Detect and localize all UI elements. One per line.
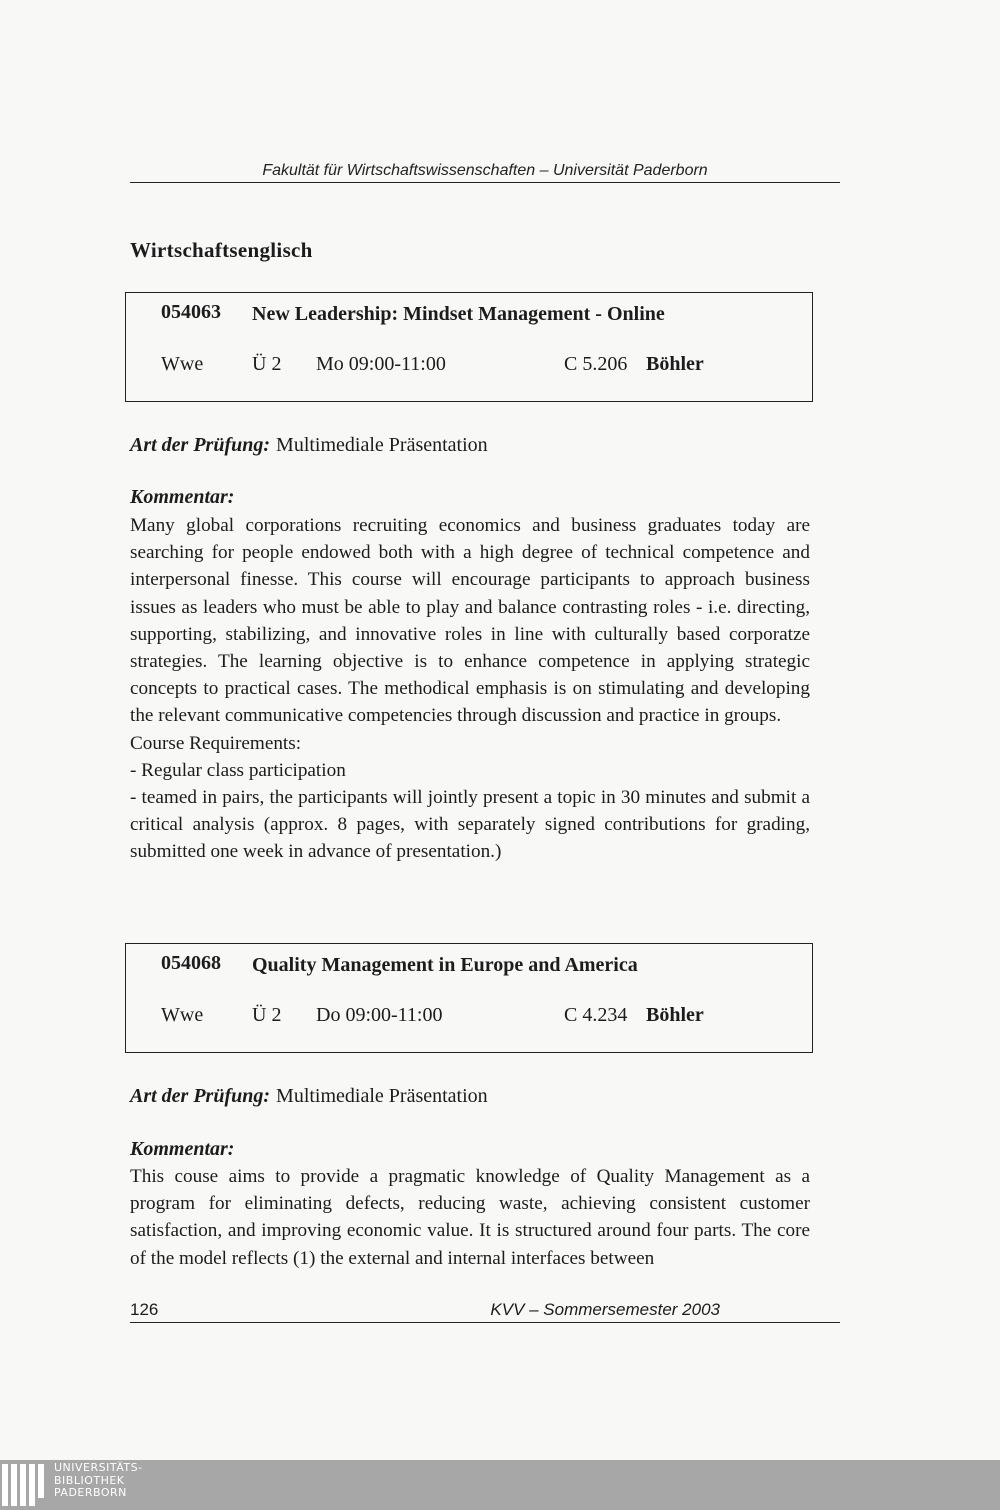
course-time: Mo 09:00-11:00 bbox=[316, 353, 446, 375]
course-lecturer: Böhler bbox=[646, 353, 704, 375]
comment-paragraph: Course Requirements: bbox=[130, 732, 302, 754]
course-type: Ü 2 bbox=[252, 1004, 282, 1026]
course-room: C 5.206 bbox=[564, 353, 628, 375]
course-title: Quality Management in Europe and America bbox=[252, 954, 638, 976]
page-footer bbox=[130, 1300, 840, 1323]
comment-text-2 bbox=[130, 1163, 810, 1272]
library-bar bbox=[0, 1460, 1000, 1510]
logo-line: PADERBORN bbox=[54, 1486, 127, 1499]
comment-label-1: Kommentar: bbox=[130, 486, 235, 508]
comment-paragraph: This couse aims to provide a pragmatic knowledge of Quality Management as a program for eliminating defects, reducing waste, achieving consistent customer satisfaction, and improving economic value. It is structured around four parts. The core of the model reflects (1) the external and internal interfaces between bbox=[130, 1166, 810, 1269]
page-number: 126 bbox=[130, 1300, 159, 1319]
library-logo-text bbox=[54, 1462, 143, 1500]
course-code: Wwe bbox=[161, 353, 204, 375]
course-number: 054068 bbox=[161, 952, 221, 974]
page-header: Fakultät für Wirtschaftswissenschaften – Universität Paderborn bbox=[130, 160, 840, 183]
course-code: Wwe bbox=[161, 1004, 204, 1026]
comment-paragraph: Many global corporations recruiting economics and business graduates today are searching for people endowed both with a high degree of technical competence and interpersonal finesse. This course will encourage participants to approach business issues as leaders who must be able to play and balance contrasting roles - i.e. directing, supporting, stabilizing, and innovative roles in line with culturally based corporatze strategies. The learning objective is to enhance competence in applying strategic concepts to practical cases. The methodical emphasis is on stimulating and developing the relevant communicative competencies through discussion and practice in groups. bbox=[130, 515, 810, 727]
section-title: Wirtschaftsenglisch bbox=[130, 238, 313, 262]
footer-semester: KVV – Sommersemester 2003 bbox=[490, 1300, 720, 1319]
course-box-2 bbox=[125, 943, 813, 1053]
exam-value: Multimediale Präsentation bbox=[276, 1085, 488, 1107]
exam-type-1 bbox=[130, 434, 488, 457]
course-time: Do 09:00-11:00 bbox=[316, 1004, 443, 1026]
course-type: Ü 2 bbox=[252, 353, 282, 375]
exam-value: Multimediale Präsentation bbox=[276, 434, 488, 456]
course-title: New Leadership: Mindset Management - Online bbox=[252, 303, 665, 325]
logo-line: BIBLIOTHEK bbox=[54, 1473, 125, 1487]
exam-label: Art der Prüfung: bbox=[130, 434, 271, 456]
course-lecturer: Böhler bbox=[646, 1004, 704, 1026]
comment-paragraph: - Regular class participation bbox=[130, 759, 346, 781]
course-box-1 bbox=[125, 292, 813, 402]
comment-paragraph: - teamed in pairs, the participants will jointly present a topic in 30 minutes and submit a critical analysis (approx. 8 pages, with separately signed contributions for grading, submitted one week in advance of presentation.) bbox=[130, 787, 810, 863]
logo-line: UNIVERSITÄTS- bbox=[54, 1461, 143, 1474]
comment-text-1 bbox=[130, 512, 810, 866]
course-number: 054063 bbox=[161, 301, 221, 323]
exam-type-2 bbox=[130, 1085, 488, 1108]
exam-label: Art der Prüfung: bbox=[130, 1085, 271, 1107]
library-logo-icon bbox=[2, 1464, 48, 1506]
course-room: C 4.234 bbox=[564, 1004, 628, 1026]
comment-label-2: Kommentar: bbox=[130, 1138, 235, 1160]
